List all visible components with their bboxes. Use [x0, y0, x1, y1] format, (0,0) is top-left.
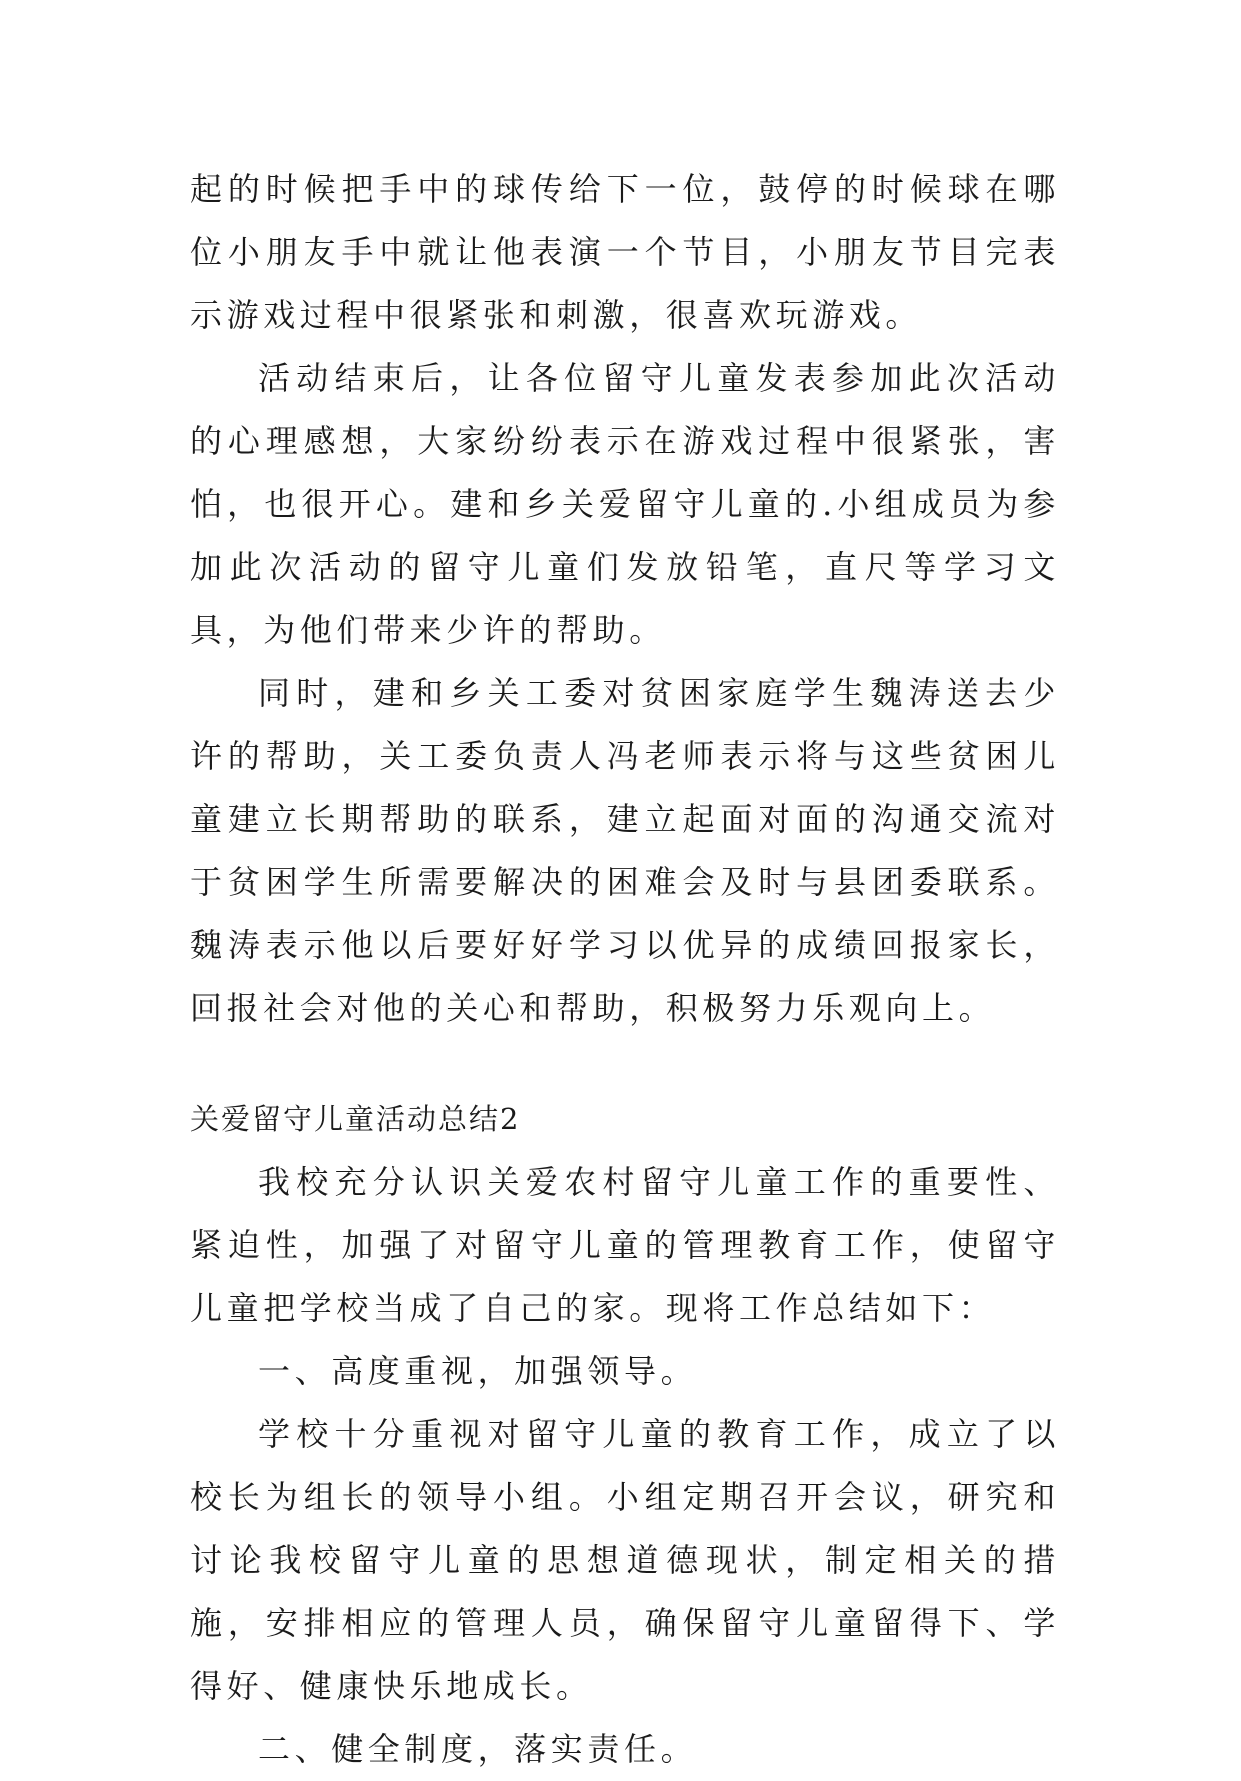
document-body: [190, 158, 1060, 1781]
paragraph-leadership: 学校十分重视对留守儿童的教育工作，成立了以校长为组长的领导小组。小组定期召开会议，研究和讨论我校留守儿童的思想道德现状，制定相关的措施，安排相应的管理人员，确保留守儿童留得下、学得好、健康快乐地成长。: [190, 1415, 1060, 1705]
subheading-two: 二、健全制度，落实责任。: [258, 1730, 698, 1768]
subheading-one: 一、高度重视，加强领导。: [258, 1352, 698, 1390]
paragraph-school-intro: 我校充分认识关爱农村留守儿童工作的重要性、紧迫性，加强了对留守儿童的管理教育工作，使留守儿童把学校当成了自己的家。现将工作总结如下：: [190, 1163, 1060, 1327]
paragraph-game-description: 起的时候把手中的球传给下一位，鼓停的时候球在哪位小朋友手中就让他表演一个节目，小朋友节目完表示游戏过程中很紧张和刺激，很喜欢玩游戏。: [190, 170, 1060, 334]
paragraph-poverty-help: 同时，建和乡关工委对贫困家庭学生魏涛送去少许的帮助，关工委负责人冯老师表示将与这些贫困儿童建立长期帮助的联系，建立起面对面的沟通交流对于贫困学生所需要解决的困难会及时与县团委联系。魏涛表示他以后要好好学习以优异的成绩回报家长，回报社会对他的关心和帮助，积极努力乐观向上。: [190, 674, 1060, 1027]
section-heading: 关爱留守儿童活动总结2: [190, 1102, 521, 1136]
paragraph-activity-end: 活动结束后，让各位留守儿童发表参加此次活动的心理感想，大家纷纷表示在游戏过程中很紧张，害怕，也很开心。建和乡关爱留守儿童的.小组成员为参加此次活动的留守儿童们发放铅笔，直尺等学习文具，为他们带来少许的帮助。: [190, 359, 1060, 649]
